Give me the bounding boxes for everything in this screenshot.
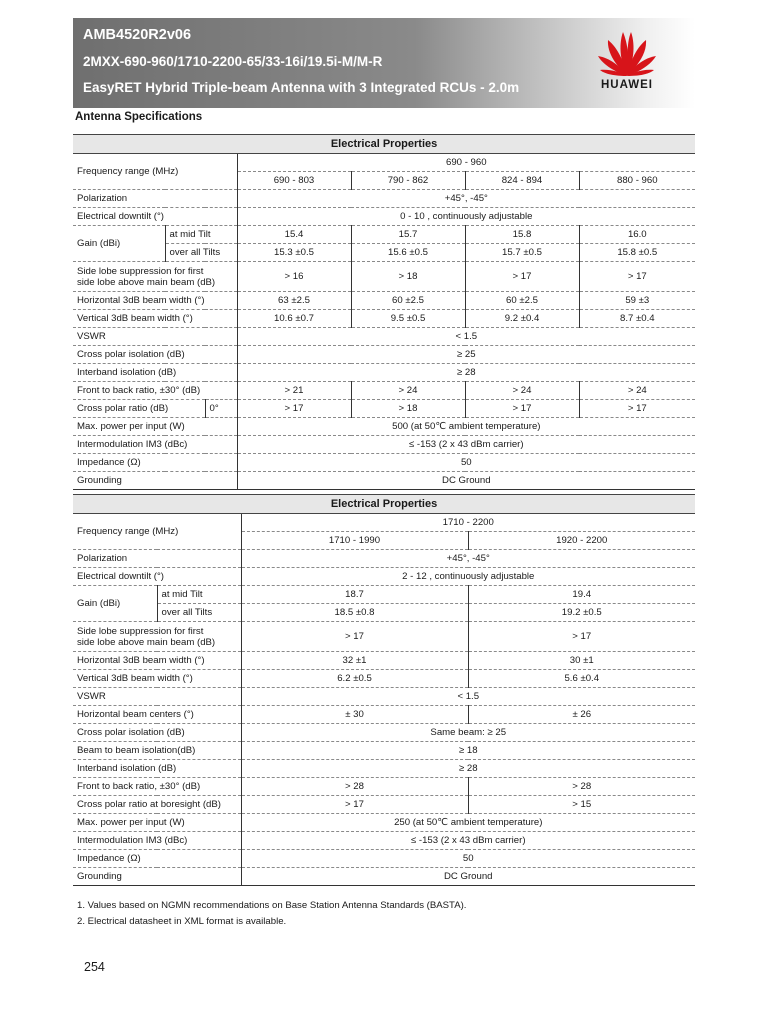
table-row [73, 346, 695, 364]
table-row [73, 850, 695, 868]
table-row [73, 382, 695, 400]
row-label: Horizontal 3dB beam width (°) [73, 652, 241, 670]
value-cell: > 15 [468, 796, 695, 814]
table-row [73, 436, 695, 454]
value-cell: 9.2 ±0.4 [465, 310, 579, 328]
value-cell: 250 (at 50℃ ambient temperature) [241, 814, 695, 832]
row-label: Polarization [73, 550, 241, 568]
row-label: Front to back ratio, ±30° (dB) [73, 778, 241, 796]
sub-label: over all Tilts [165, 244, 237, 262]
value-cell: 18.5 ±0.8 [241, 604, 468, 622]
value-cell: 59 ±3 [579, 292, 695, 310]
electrical-properties-table-high-band [73, 494, 695, 886]
footnote: 1. Values based on NGMN recommendations on Base Station Antenna Standards (BASTA). [77, 900, 467, 911]
table-row [73, 670, 695, 688]
value-cell: 15.7 [351, 226, 465, 244]
value-cell: 15.4 [237, 226, 351, 244]
value-cell: > 17 [465, 400, 579, 418]
row-label: VSWR [73, 688, 241, 706]
table-row [73, 418, 695, 436]
value-cell: ≥ 28 [237, 364, 695, 382]
huawei-flower-icon [592, 30, 662, 78]
row-label: Horizontal beam centers (°) [73, 706, 241, 724]
value-cell: +45°, -45° [237, 190, 695, 208]
page-number: 254 [84, 960, 105, 974]
value-cell: 60 ±2.5 [351, 292, 465, 310]
table-row [73, 760, 695, 778]
table-row [73, 262, 695, 292]
electrical-properties-table-low-band [73, 134, 695, 490]
value-cell: > 18 [351, 400, 465, 418]
freq-total: 1710 - 2200 [241, 514, 695, 532]
table-row [73, 154, 695, 172]
value-cell: > 17 [241, 796, 468, 814]
table-row [73, 208, 695, 226]
row-label: Impedance (Ω) [73, 850, 241, 868]
table-row [73, 814, 695, 832]
value-cell: 8.7 ±0.4 [579, 310, 695, 328]
table-row [73, 310, 695, 328]
value-cell: > 17 [237, 400, 351, 418]
row-label: Impedance (Ω) [73, 454, 237, 472]
value-cell: +45°, -45° [241, 550, 695, 568]
row-label: Max. power per input (W) [73, 814, 241, 832]
value-cell: 10.6 ±0.7 [237, 310, 351, 328]
value-cell: 0 - 10 , continuously adjustable [237, 208, 695, 226]
value-cell: > 24 [579, 382, 695, 400]
table-row [73, 742, 695, 760]
table-row [73, 796, 695, 814]
row-label: Interband isolation (dB) [73, 364, 237, 382]
sub-label: at mid Tilt [165, 226, 237, 244]
table-row [73, 568, 695, 586]
table-row [73, 472, 695, 490]
row-label [73, 262, 237, 292]
value-cell: 50 [241, 850, 695, 868]
value-cell: 5.6 ±0.4 [468, 670, 695, 688]
footnotes [77, 898, 466, 930]
value-cell: DC Ground [241, 868, 695, 886]
table-row [73, 688, 695, 706]
value-cell: > 18 [351, 262, 465, 292]
value-cell: 19.2 ±0.5 [468, 604, 695, 622]
sub-label: 0° [205, 400, 237, 418]
row-label: Max. power per input (W) [73, 418, 237, 436]
row-label: Interband isolation (dB) [73, 760, 241, 778]
value-cell: > 28 [468, 778, 695, 796]
band-cell: 1710 - 1990 [241, 532, 468, 550]
row-label: Grounding [73, 868, 241, 886]
value-cell: > 17 [465, 262, 579, 292]
value-cell: ≥ 18 [241, 742, 695, 760]
table-heading: Electrical Properties [73, 135, 695, 154]
table-row [73, 364, 695, 382]
value-cell: 500 (at 50℃ ambient temperature) [237, 418, 695, 436]
value-cell: 60 ±2.5 [465, 292, 579, 310]
value-cell: ≤ -153 (2 x 43 dBm carrier) [237, 436, 695, 454]
value-cell: ≥ 25 [237, 346, 695, 364]
value-cell: < 1.5 [241, 688, 695, 706]
value-cell: 6.2 ±0.5 [241, 670, 468, 688]
value-cell: ± 30 [241, 706, 468, 724]
row-label: Electrical downtilt (°) [73, 208, 237, 226]
value-cell: 18.7 [241, 586, 468, 604]
value-cell: 50 [237, 454, 695, 472]
row-label: Gain (dBi) [73, 586, 157, 622]
row-label: VSWR [73, 328, 237, 346]
row-label: Cross polar ratio at boresight (dB) [73, 796, 241, 814]
value-cell: > 17 [468, 622, 695, 652]
huawei-logo [592, 30, 662, 100]
row-label: Vertical 3dB beam width (°) [73, 670, 241, 688]
row-label: Grounding [73, 472, 237, 490]
row-label: Horizontal 3dB beam width (°) [73, 292, 237, 310]
footnote: 2. Electrical datasheet in XML format is available. [77, 916, 287, 927]
value-cell: 19.4 [468, 586, 695, 604]
value-cell: 16.0 [579, 226, 695, 244]
table-row [73, 586, 695, 604]
band-cell: 790 - 862 [351, 172, 465, 190]
row-label: Frequency range (MHz) [73, 514, 241, 550]
row-label: Frequency range (MHz) [73, 154, 237, 190]
value-cell: 15.6 ±0.5 [351, 244, 465, 262]
row-label: Intermodulation IM3 (dBc) [73, 832, 241, 850]
section-title: Antenna Specifications [75, 111, 203, 123]
row-label-line: side lobe above main beam (dB) [77, 636, 216, 648]
value-cell: 9.5 ±0.5 [351, 310, 465, 328]
band-cell: 1920 - 2200 [468, 532, 695, 550]
table-row [73, 226, 695, 244]
band-cell: 880 - 960 [579, 172, 695, 190]
value-cell: 63 ±2.5 [237, 292, 351, 310]
band-cell: 824 - 894 [465, 172, 579, 190]
table-row [73, 454, 695, 472]
value-cell: 15.7 ±0.5 [465, 244, 579, 262]
model-code: 2MXX-690-960/1710-2200-65/33-16i/19.5i-M/M-R [83, 54, 383, 69]
value-cell: ≥ 28 [241, 760, 695, 778]
table-heading-row [73, 495, 695, 514]
row-label-line: Side lobe suppression for first [77, 625, 204, 637]
brand-name: HUAWEI [601, 79, 653, 91]
value-cell: Same beam: ≥ 25 [241, 724, 695, 742]
value-cell: ± 26 [468, 706, 695, 724]
row-label: Cross polar isolation (dB) [73, 724, 241, 742]
table-row [73, 604, 695, 622]
row-label-line: Side lobe suppression for first [77, 265, 204, 277]
table-row [73, 190, 695, 208]
table-row [73, 550, 695, 568]
table-row [73, 778, 695, 796]
value-cell: 15.3 ±0.5 [237, 244, 351, 262]
table-row [73, 724, 695, 742]
value-cell: > 21 [237, 382, 351, 400]
row-label: Polarization [73, 190, 237, 208]
model-name: AMB4520R2v06 [83, 27, 192, 43]
value-cell: 15.8 [465, 226, 579, 244]
row-label [73, 622, 241, 652]
table-row [73, 652, 695, 670]
value-cell: > 17 [579, 262, 695, 292]
row-label: Vertical 3dB beam width (°) [73, 310, 237, 328]
table-row [73, 706, 695, 724]
table-row [73, 400, 695, 418]
value-cell: 15.8 ±0.5 [579, 244, 695, 262]
value-cell: 32 ±1 [241, 652, 468, 670]
value-cell: 2 - 12 , continuously adjustable [241, 568, 695, 586]
sub-label: at mid Tilt [157, 586, 241, 604]
value-cell: 30 ±1 [468, 652, 695, 670]
value-cell: DC Ground [237, 472, 695, 490]
model-description: EasyRET Hybrid Triple-beam Antenna with 3 Integrated RCUs - 2.0m [83, 80, 520, 95]
value-cell: > 24 [351, 382, 465, 400]
band-cell: 690 - 803 [237, 172, 351, 190]
table-row [73, 832, 695, 850]
sub-label: over all Tilts [157, 604, 241, 622]
value-cell: < 1.5 [237, 328, 695, 346]
row-label: Gain (dBi) [73, 226, 165, 262]
table-row [73, 244, 695, 262]
table-row [73, 292, 695, 310]
row-label: Electrical downtilt (°) [73, 568, 241, 586]
value-cell: ≤ -153 (2 x 43 dBm carrier) [241, 832, 695, 850]
row-label-line: side lobe above main beam (dB) [77, 276, 216, 288]
table-heading: Electrical Properties [73, 495, 695, 514]
row-label: Cross polar isolation (dB) [73, 346, 237, 364]
freq-total: 690 - 960 [237, 154, 695, 172]
table-row [73, 328, 695, 346]
row-label: Cross polar ratio (dB) [73, 400, 205, 418]
row-label: Intermodulation IM3 (dBc) [73, 436, 237, 454]
table-row [73, 622, 695, 652]
value-cell: > 17 [241, 622, 468, 652]
value-cell: > 16 [237, 262, 351, 292]
table-heading-row [73, 135, 695, 154]
value-cell: > 24 [465, 382, 579, 400]
table-row [73, 514, 695, 532]
row-label: Beam to beam isolation(dB) [73, 742, 241, 760]
value-cell: > 28 [241, 778, 468, 796]
table-row [73, 868, 695, 886]
value-cell: > 17 [579, 400, 695, 418]
row-label: Front to back ratio, ±30° (dB) [73, 382, 237, 400]
